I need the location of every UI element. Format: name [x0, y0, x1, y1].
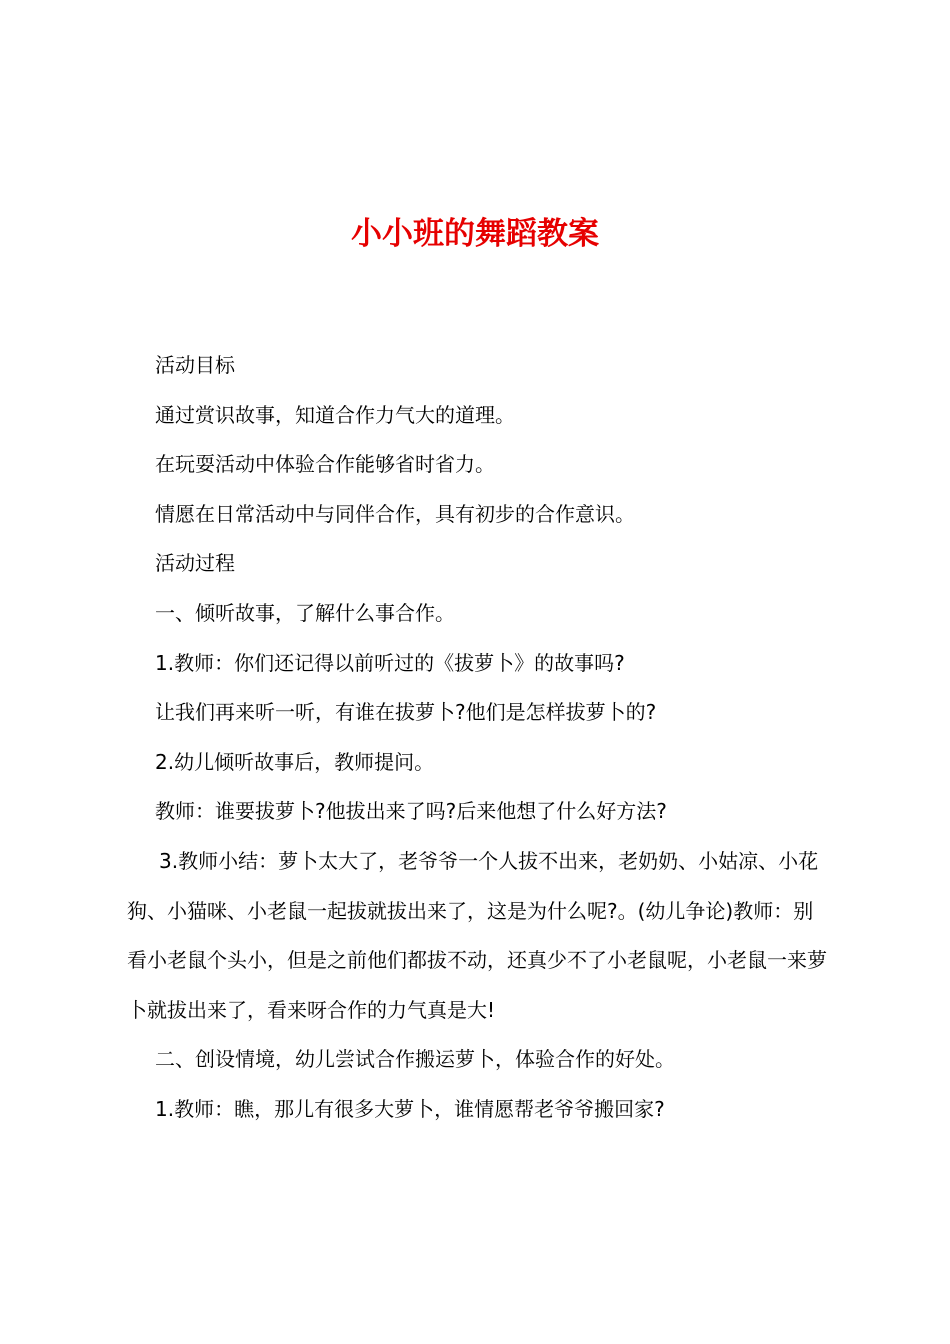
- paragraph: 二、创设情境，幼儿尝试合作搬运萝卜，体验合作的好处。: [155, 1047, 675, 1072]
- paragraph: 活动过程: [155, 551, 235, 576]
- paragraph: 让我们再来听一听，有谁在拔萝卜?他们是怎样拔萝卜的?: [155, 700, 657, 725]
- paragraph: 1.教师：你们还记得以前听过的《拔萝卜》的故事吗?: [155, 650, 625, 675]
- paragraph: 情愿在日常活动中与同伴合作，具有初步的合作意识。: [155, 501, 635, 526]
- paragraph: 1.教师：瞧，那儿有很多大萝卜，谁情愿帮老爷爷搬回家?: [155, 1096, 665, 1121]
- paragraph: 活动目标: [155, 353, 235, 377]
- document-body: [127, 341, 833, 1135]
- paragraph: 在玩耍活动中体验合作能够省时省力。: [155, 452, 495, 477]
- paragraph: 3.教师小结：萝卜太大了，老爷爷一个人拔不出来，老奶奶、小姑凉、小花狗、小猫咪、小老鼠一起拔就拔出来了，这是为什么呢?。(幼儿争论)教师：别看小老鼠个头小，但是之前他们都拔不动，还真少不了小老鼠呢，小老鼠一来萝卜就拔出来了，看来呀合作的力气真是大!: [127, 848, 827, 1022]
- paragraph: 教师：谁要拔萝卜?他拔出来了吗?后来他想了什么好方法?: [155, 799, 667, 824]
- paragraph: 一、倾听故事，了解什么事合作。: [155, 600, 455, 625]
- document-title: 小小班的舞蹈教案: [351, 216, 599, 252]
- paragraph: 2.幼儿倾听故事后，教师提问。: [155, 749, 435, 774]
- paragraph: 通过赏识故事，知道合作力气大的道理。: [155, 402, 515, 427]
